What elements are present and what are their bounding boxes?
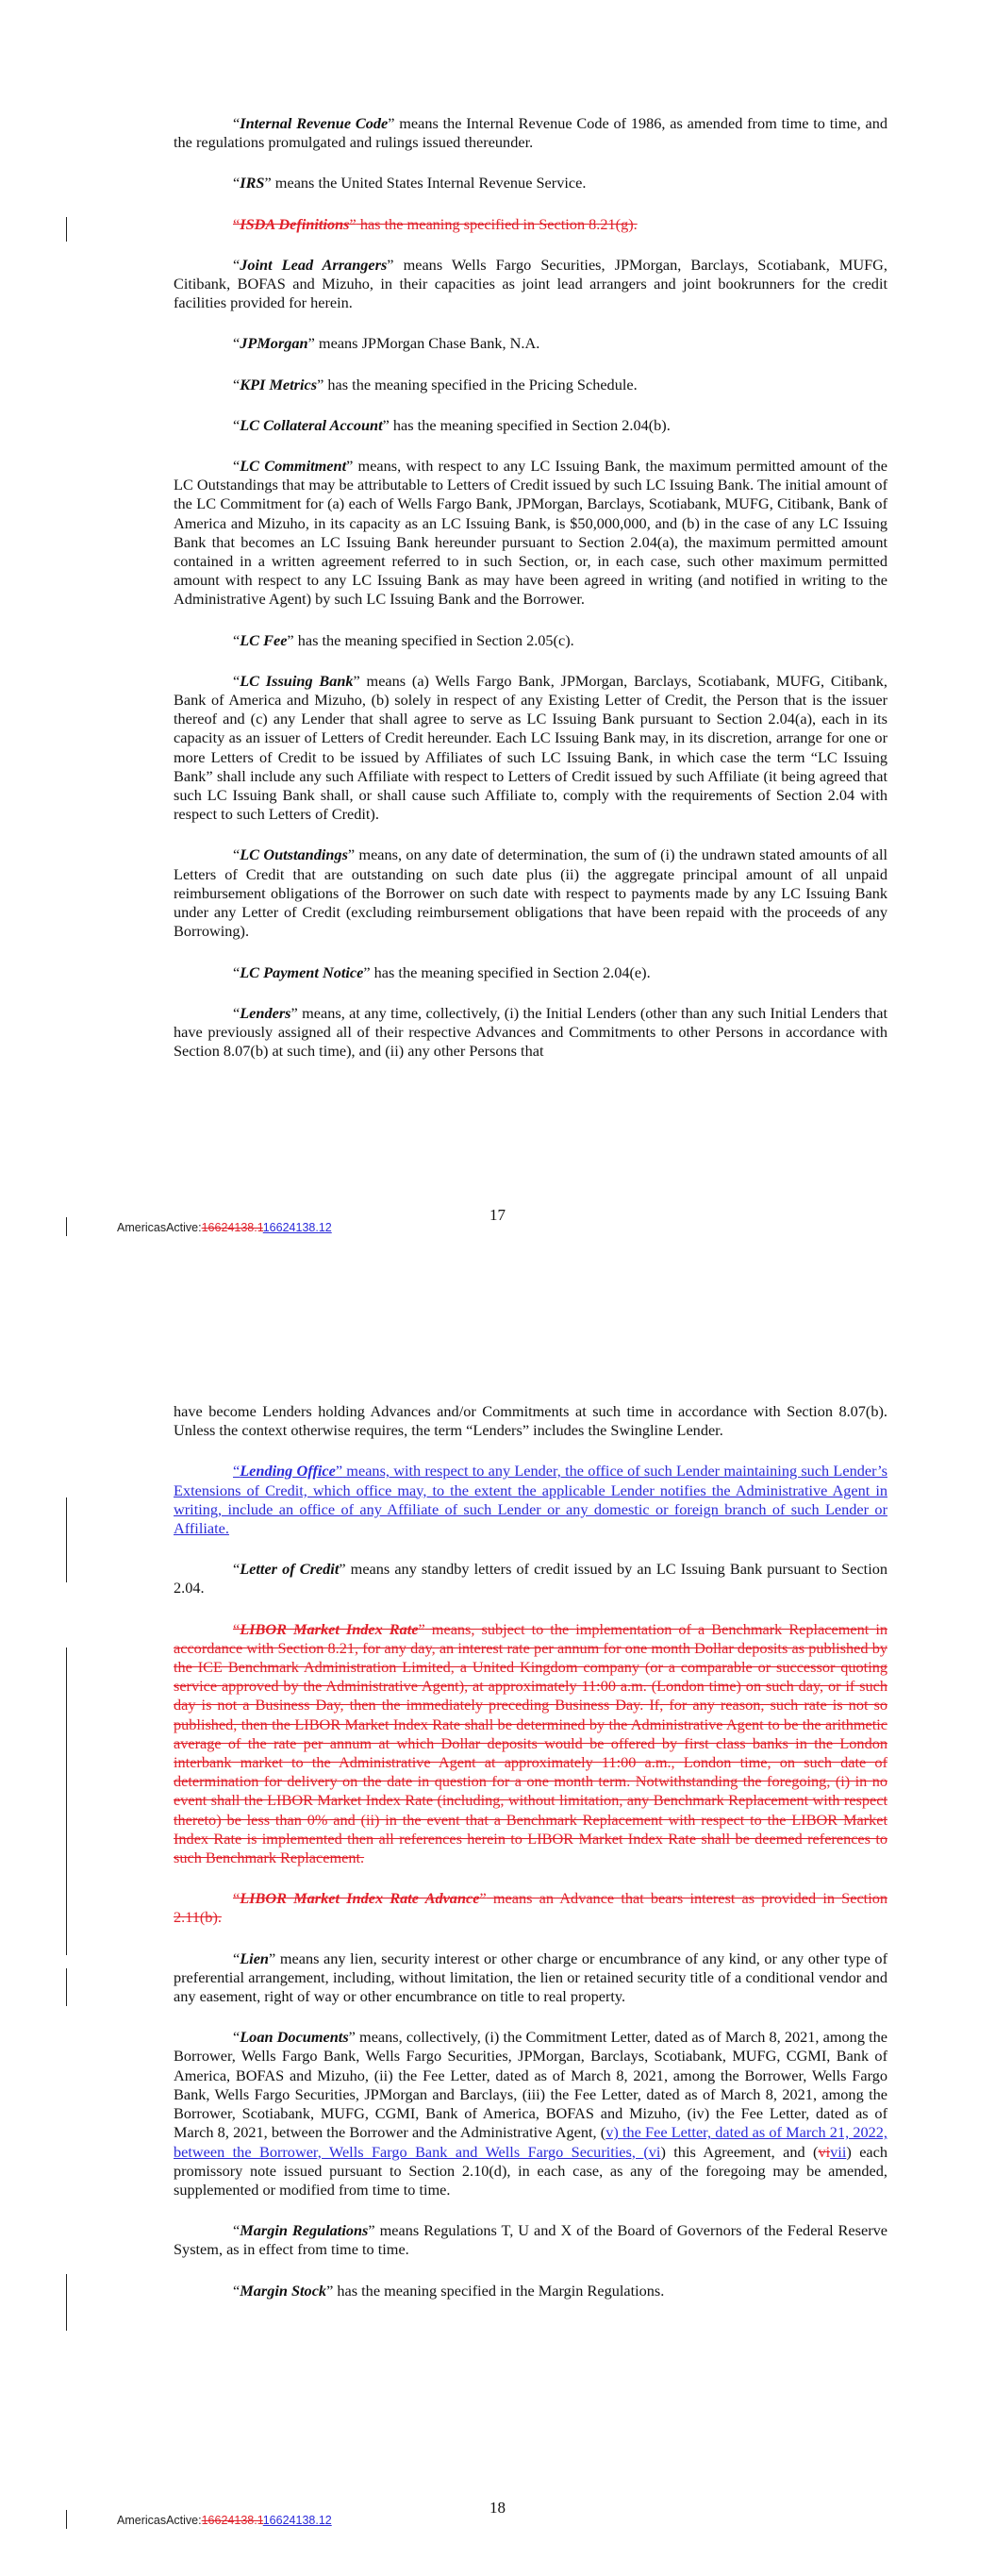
definition-text: means Wells Fargo Securities, JPMorgan, Barclays, Scotiabank, MUFG, Citibank, BOFAS and Mizuho, in their capacities as joint lead arrangers and joint bookrunners for the credit facilities provided for herein. — [174, 255, 887, 312]
definition-text: means, collectively, (i) the Commitment Letter, dated as of March 8, 2021, among the Borrower, Wells Fargo Bank, Wells Fargo Securities, JPMorgan, Barclays, Scotiabank, MUFG, CGMI, Bank of America, BOFAS and Mizuho, (ii) the Fee Letter, dated as of March 8, 2021, among the Borrower, Wells Fargo Bank, Wells Fargo Securities, JPMorgan and Barclays, (iii) the Fee Letter, dated as of March 8, 2021, among the Borrower, Scotiabank, MUFG, CGMI, Bank of America, BOFAS and Mizuho, (iv) the Fee Letter, dated as of March 8, 2021, between the Borrower and the Administrative Agent, ( — [174, 2028, 887, 2142]
lenders-continuation: have become Lenders holding Advances and/or Commitments at such time in accordance with Section 8.07(b). Unless the context otherwise requires, the term “Lenders” includes the Swingline Lender. — [174, 1402, 887, 1440]
defined-term: LC Payment Notice — [240, 962, 364, 981]
document-footer — [117, 2514, 332, 2527]
defined-term: LC Commitment — [240, 457, 347, 476]
definition-lc-fee: “LC Fee” has the meaning specified in Section 2.05(c). — [233, 630, 574, 649]
definition-text: ) this Agreement, and ( — [660, 2142, 819, 2161]
definition-text: means Regulations T, U and X of the Board of Governors of the Federal Reserve System, as in effect from time to time. — [174, 2221, 887, 2259]
page-18-body — [174, 1402, 887, 2322]
change-bar — [66, 1648, 67, 1955]
defined-term: LC Fee — [240, 630, 288, 649]
definition-lc-issuing-bank: “LC Issuing Bank” means (a) Wells Fargo Bank, JPMorgan, Barclays, Scotiabank, MUFG, Citibank, Bank of America and Mizuho, (b) solely in respect of any Existing Letter of Credit, the Person that is the issuer thereof and (c) any Lender that shall agree to serve as LC Issuing Bank pursuant to Section 2.04(a), each in its capacity as an issuer of Letters of Credit hereunder. Each LC Issuing Bank may, in its discretion, arrange for one or more Letters of Credit to be issued by Affiliates of such LC Issuing Bank, in which case the term “LC Issuing Bank” shall include any such Affiliate with respect to Letters of Credit issued by such Affiliate (it being agreed that such LC Issuing Bank shall, or shall cause such Affiliate to, comply with the requirements of Section 2.04 with respect to such Letters of Credit). — [174, 671, 887, 824]
inserted-text: v) the Fee Letter, dated as of March 21, 2022, between the Borrower, Wells Fargo Bank and Wells Fargo Securities, (vi — [174, 2123, 887, 2161]
definition-libor-market-index-rate-deleted: “LIBOR Market Index Rate” means, subject to the implementation of a Benchmark Replacement in accordance with Section 8.21, for any day, an interest rate per annum for one month Dollar deposits as published by the ICE Benchmark Administration Limited, a United Kingdom company (or a comparable or successor quoting service approved by the Administrative Agent), at approximately 11:00 a.m. (London time) on such day, or if such day is not a Business Day, then the immediately preceding Business Day. If, for any reason, such rate is not so published, then the LIBOR Market Index Rate shall be determined by the Administrative Agent to be the arithmetic average of the rate per annum at which Dollar deposits would be offered by first class banks in the London interbank market to the Administrative Agent at approximately 11:00 a.m., London time, on such date of determination for delivery on the date in question for a one month term. Notwithstanding the foregoing, (i) in no event shall the LIBOR Market Index Rate (including, without limitation, any Benchmark Replacement with respect thereto) be less than 0% and (ii) in the event that a Benchmark Replacement with respect to the LIBOR Market Index Rate is implemented then all references herein to LIBOR Market Index Rate shall be deemed references to such Benchmark Replacement. — [174, 1619, 887, 1867]
definition-text: means, with respect to any LC Issuing Bank, the maximum permitted amount of the LC Outstandings that may be attributable to Letters of Credit issued by such LC Issuing Bank. The initial amount of the LC Commitment for (a) each of Wells Fargo Bank, JPMorgan, Barclays, Scotiabank, MUFG, Citibank, Bank of America and Mizuho, in its capacity as an LC Issuing Bank, is $50,000,000, and (b) in the case of any LC Issuing Bank that becomes an LC Issuing Bank hereunder pursuant to Section 2.04(a), the maximum permitted amount contained in a written agreement referred to in such Section, or, in each case, such other maximum permitted amount with respect to any LC Issuing Bank as may have been agreed in writing (and notified in writing to the Administrative Agent) by such LC Issuing Bank and the Borrower. — [174, 457, 887, 609]
definition-text: means, with respect to any Lender, the office of such Lender maintaining such Lender’s Extensions of Credit, which office may, to the extent the applicable Lender notifies the Administrative Agent in writing, include an office of any Affiliate of such Lender or any domestic or foreign branch of such Lender or Affiliate. — [174, 1462, 887, 1538]
page-17-body — [174, 114, 887, 1082]
definition-text: means the United States Internal Revenue Service. — [271, 174, 587, 192]
change-bar — [66, 217, 67, 242]
defined-term: Margin Regulations — [240, 2221, 369, 2240]
definition-text: means an Advance that bears interest as provided in Section 2.11(b). — [174, 1889, 887, 1927]
definition-joint-lead-arrangers: “Joint Lead Arrangers” means Wells Fargo Securities, JPMorgan, Barclays, Scotiabank, MUFG, Citibank, BOFAS and Mizuho, in their capacities as joint lead arrangers and joint bookrunners for the credit facilities provided for herein. — [174, 255, 887, 312]
change-bar — [66, 1497, 67, 1582]
definition-kpi-metrics: “KPI Metrics” has the meaning specified in the Pricing Schedule. — [233, 375, 638, 393]
change-bar — [66, 2274, 67, 2331]
defined-term: KPI Metrics — [240, 375, 318, 393]
defined-term: JPMorgan — [240, 334, 308, 353]
footer-new-id: 16624138.12 — [262, 2514, 332, 2527]
deleted-text: vi — [818, 2142, 831, 2161]
definition-lc-commitment: “LC Commitment” means, with respect to any LC Issuing Bank, the maximum permitted amount of the LC Outstandings that may be attributable to Letters of Credit issued by such LC Issuing Bank. The initial amount of the LC Commitment for (a) each of Wells Fargo Bank, JPMorgan, Barclays, Scotiabank, MUFG, Citibank, Bank of America and Mizuho, in its capacity as an LC Issuing Bank, is $50,000,000, and (b) in the case of any LC Issuing Bank that becomes an LC Issuing Bank hereunder pursuant to Section 2.04(a), the maximum permitted amount contained in a written agreement referred to in such Section, or, in each case, such other maximum permitted amount with respect to any LC Issuing Bank as may have been agreed in writing (and notified in writing to the Administrative Agent) by such LC Issuing Bank and the Borrower. — [174, 457, 887, 609]
defined-term: Lending Office — [240, 1462, 336, 1480]
defined-term: Joint Lead Arrangers — [240, 255, 388, 274]
defined-term: Lien — [240, 1949, 269, 1967]
definition-margin-stock: “Margin Stock” has the meaning specified in the Margin Regulations. — [233, 2281, 665, 2300]
inserted-text: vii — [830, 2142, 847, 2161]
definition-margin-regulations: “Margin Regulations” means Regulations T, U and X of the Board of Governors of the Federal Reserve System, as in effect from time to time. — [174, 2221, 887, 2259]
definition-lending-office-inserted: “Lending Office” means, with respect to any Lender, the office of such Lender maintaining such Lender’s Extensions of Credit, which office may, to the extent the applicable Lender notifies the Administrative Agent in writing, include an office of any Affiliate of such Lender or any domestic or foreign branch of such Lender or Affiliate. — [174, 1462, 887, 1538]
defined-term: Letter of Credit — [240, 1560, 340, 1579]
defined-term: Internal Revenue Code — [240, 114, 389, 132]
definition-irs: “IRS” means the United States Internal Revenue Service. — [233, 174, 587, 192]
definition-libor-advance-deleted: “LIBOR Market Index Rate Advance” means an Advance that bears interest as provided in Section 2.11(b). — [174, 1889, 887, 1927]
definition-internal-revenue-code: “Internal Revenue Code” means the Internal Revenue Code of 1986, as amended from time to time, and the regulations promulgated and rulings issued thereunder. — [174, 114, 887, 152]
definition-text: means, subject to the implementation of a Benchmark Replacement in accordance with Section 8.21, for any day, an interest rate per annum for one month Dollar deposits as published by the ICE Benchmark Administration Limited, a United Kingdom company (or a comparable or successor quoting service approved by the Administrative Agent), at approximately 11:00 a.m. (London time) on such day, or if such day is not a Business Day, then the immediately preceding Business Day. If, for any reason, such rate is not so published, then the LIBOR Market Index Rate shall be determined by the Administrative Agent to be the arithmetic average of the rate per annum at which Dollar deposits would be offered by first class banks in the London interbank market to the Administrative Agent at approximately 11:00 a.m., London time, on such date of determination for delivery on the date in question for a one month term. Notwithstanding the foregoing, (i) in no event shall the LIBOR Market Index Rate (including, without limitation, any Benchmark Replacement with respect thereto) be less than 0% and (ii) in the event that a Benchmark Replacement with respect to the LIBOR Market Index Rate is implemented then all references herein to LIBOR Market Index Rate shall be deemed references to such Benchmark Replacement. — [174, 1619, 887, 1867]
document-footer — [117, 1221, 332, 1234]
defined-term: Lenders — [240, 1003, 291, 1022]
definition-lc-payment-notice: “LC Payment Notice” has the meaning specified in Section 2.04(e). — [233, 962, 651, 981]
definition-text: means JPMorgan Chase Bank, N.A. — [314, 334, 540, 353]
definition-text: has the meaning specified in Section 8.21(g). — [356, 214, 638, 233]
defined-term: LC Issuing Bank — [240, 671, 354, 690]
defined-term: LIBOR Market Index Rate — [240, 1619, 419, 1638]
defined-term: LIBOR Market Index Rate Advance — [240, 1889, 480, 1908]
footer-prefix: AmericasActive: — [117, 1221, 202, 1234]
footer-old-id: 16624138.1 — [201, 2514, 263, 2527]
definition-lc-collateral-account: “LC Collateral Account” has the meaning specified in Section 2.04(b). — [233, 415, 671, 434]
definition-text: has the meaning specified in Section 2.05(c). — [293, 630, 574, 649]
defined-term: LC Collateral Account — [240, 415, 383, 434]
defined-term: LC Outstandings — [240, 845, 348, 864]
definition-text: has the meaning specified in Section 2.04(b). — [389, 415, 671, 434]
definition-lien: “Lien” means any lien, security interest or other charge or encumbrance of any kind, or any other type of preferential arrangement, including, without limitation, the lien or retained security title of a conditional vendor and any easement, right of way or other encumbrance on title to real property. — [174, 1949, 887, 2006]
definition-text: means the Internal Revenue Code of 1986, as amended from time to time, and the regulations promulgated and rulings issued thereunder. — [174, 114, 887, 152]
page-number: 17 — [489, 1206, 506, 1224]
definition-text: means any lien, security interest or other charge or encumbrance of any kind, or any other type of preferential arrangement, including, without limitation, the lien or retained security title of a conditional vendor and any easement, right of way or other encumbrance on title to real property. — [174, 1949, 887, 2006]
definition-isda-deleted: “ISDA Definitions” has the meaning specified in Section 8.21(g). — [233, 214, 638, 233]
defined-term: Loan Documents — [240, 2028, 349, 2047]
footer-prefix: AmericasActive: — [117, 2514, 202, 2527]
defined-term: Margin Stock — [240, 2281, 327, 2300]
definition-text: means (a) Wells Fargo Bank, JPMorgan, Barclays, Scotiabank, MUFG, Citibank, Bank of America and Mizuho, (b) solely in respect of any Existing Letter of Credit, the Person that is the issuer thereof and (c) any Lender that shall agree to serve as LC Issuing Bank pursuant to Section 2.04(a), each in its capacity as an issuer of Letters of Credit hereunder. Each LC Issuing Bank may, in its discretion, arrange for one or more Letters of Credit to be issued by Affiliates of such LC Issuing Bank, in which case the term “LC Issuing Bank” shall include any such Affiliate with respect to Letters of Credit issued by such Affiliate (it being agreed that such LC Issuing Bank shall, or shall cause such Affiliate to, comply with the requirements of Section 2.04 with respect to such Letters of Credit). — [174, 671, 887, 824]
definition-lc-outstandings: “LC Outstandings” means, on any date of determination, the sum of (i) the undrawn stated amounts of all Letters of Credit that are outstanding on such date plus (ii) the aggregate principal amount of all unpaid reimbursement obligations of the Borrower on such date with respect to payments made by any LC Issuing Bank under any Letter of Credit (excluding reimbursement obligations that have been repaid with the proceeds of any Borrowing). — [174, 845, 887, 941]
defined-term: IRS — [240, 174, 265, 192]
definition-text: means any standby letters of credit issued by an LC Issuing Bank pursuant to Section 2.04. — [174, 1560, 888, 1597]
definition-text: has the meaning specified in Section 2.04(e). — [370, 962, 651, 981]
definition-text: has the meaning specified in the Pricing Schedule. — [323, 375, 638, 393]
definition-text: ) each promissory note issued pursuant to Section 2.10(d), in each case, as any of the foregoing may be amended, supplemented or modified from time to time. — [174, 2142, 888, 2199]
defined-term: ISDA Definitions — [240, 214, 350, 233]
footer-new-id: 16624138.12 — [262, 1221, 332, 1234]
definition-lenders: “Lenders” means, at any time, collectively, (i) the Initial Lenders (other than any such Initial Lenders that have previously assigned all of their respective Advances and Commitments to other Persons in accordance with Section 8.07(b) at such time), and (ii) any other Persons that — [174, 1003, 887, 1061]
page-number: 18 — [489, 2499, 506, 2517]
footer-old-id: 16624138.1 — [201, 1221, 263, 1234]
definition-text: means, on any date of determination, the sum of (i) the undrawn stated amounts of all Letters of Credit that are outstanding on such date plus (ii) the aggregate principal amount of all unpaid reimbursement obligations of the Borrower on such date with respect to payments made by any LC Issuing Bank under any Letter of Credit (excluding reimbursement obligations that have been repaid with the proceeds of any Borrowing). — [174, 845, 887, 941]
definition-jpmorgan: “JPMorgan” means JPMorgan Chase Bank, N.A. — [233, 334, 540, 353]
definition-loan-documents: “Loan Documents” means, collectively, (i) the Commitment Letter, dated as of March 8, 2021, among the Borrower, Wells Fargo Bank, Wells Fargo Securities, JPMorgan, Barclays, Scotiabank, MUFG, CGMI, Bank of America, BOFAS and Mizuho, (ii) the Fee Letter, dated as of March 8, 2021, among the Borrower, Wells Fargo Bank, Wells Fargo Securities, JPMorgan and Barclays, (iii) the Fee Letter, dated as of March 8, 2021, among the Borrower, Scotiabank, MUFG, CGMI, Bank of America, BOFAS and Mizuho, (iv) the Fee Letter, dated as of March 8, 2021, between the Borrower and the Administrative Agent, (v) the Fee Letter, dated as of March 21, 2022, between the Borrower, Wells Fargo Bank and Wells Fargo Securities, (vi) this Agreement, and (vivii) each promissory note issued pursuant to Section 2.10(d), in each case, as any of the foregoing may be amended, supplemented or modified from time to time. — [174, 2028, 888, 2199]
change-bar — [66, 1968, 67, 2006]
definition-text: means, at any time, collectively, (i) the Initial Lenders (other than any such Initial Lenders that have previously assigned all of their respective Advances and Commitments to other Persons in accordance with Section 8.07(b) at such time), and (ii) any other Persons that — [174, 1003, 887, 1061]
definition-letter-of-credit: “Letter of Credit” means any standby letters of credit issued by an LC Issuing Bank pursuant to Section 2.04. — [174, 1560, 888, 1597]
definition-text: has the meaning specified in the Margin Regulations. — [333, 2281, 665, 2300]
page-18 — [0, 1293, 995, 2576]
